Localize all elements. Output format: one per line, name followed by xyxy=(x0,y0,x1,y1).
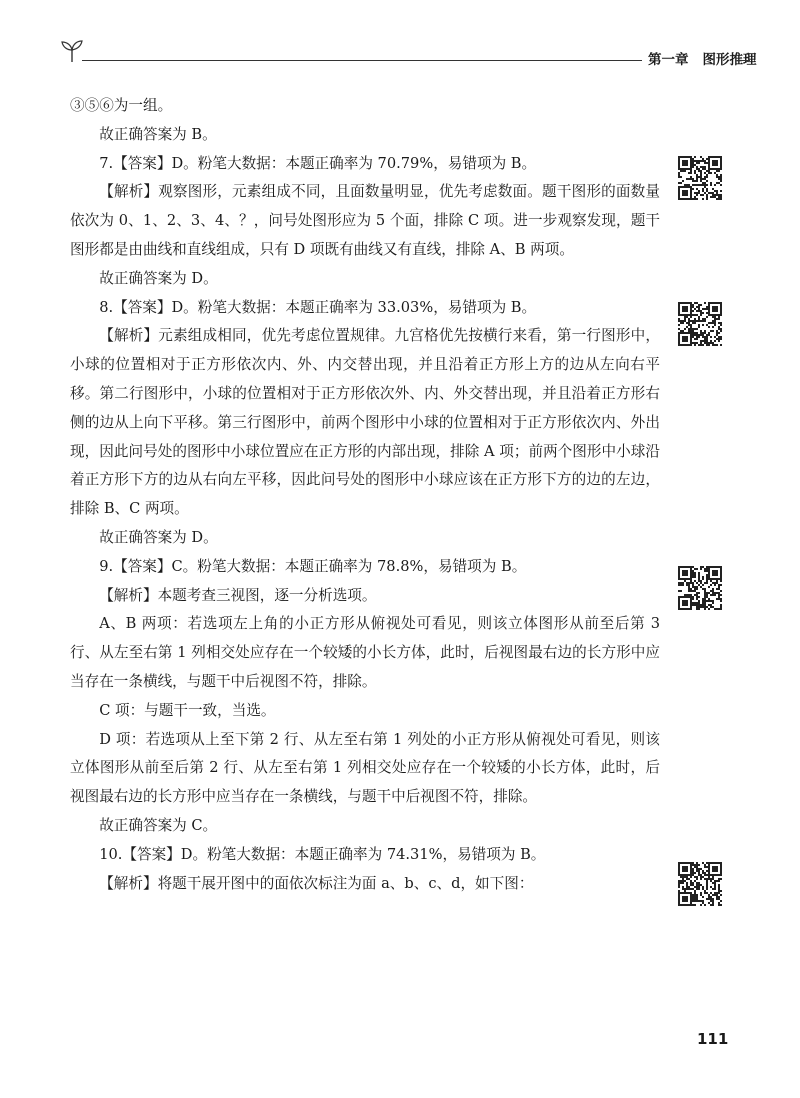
answer-8: 8.【答案】D。粉笔大数据：本题正确率为 33.03%，易错项为 B。 xyxy=(99,298,537,316)
paragraph: 故正确答案为 C。 xyxy=(99,816,218,834)
analysis-7: 【解析】观察图形，元素组成不同，且面数量明显，优先考虑数面。题干图形的面数量依次为 0、1、2、3、4、？，问号处图形应为 5 个面，排除 C 项。进一步观察发现，题干图形都是由曲线和直线组成，只有 D 项既有曲线又有直线，排除 A、B 两项。 xyxy=(70,183,660,258)
qr-code-icon[interactable] xyxy=(678,156,722,200)
analysis-9-ab: A、B 两项：若选项左上角的小正方形从俯视处可看见，则该立体图形从前至后第 3 行、从左至右第 1 列相交处应存在一个较矮的小长方体，此时，后视图最右边的长方形中应当存在一条横线，与题干中后视图不符，排除。 xyxy=(70,615,660,690)
paragraph: 故正确答案为 B。 xyxy=(99,125,217,143)
answer-10: 10.【答案】D。粉笔大数据：本题正确率为 74.31%，易错项为 B。 xyxy=(99,845,546,863)
page-number: 111 xyxy=(697,1030,729,1048)
chapter-number: 第一章 xyxy=(648,52,689,68)
paragraph: 故正确答案为 D。 xyxy=(99,269,218,287)
sprout-icon xyxy=(60,38,84,64)
chapter-title: 图形推理 xyxy=(702,52,757,68)
answer-9: 9.【答案】C。粉笔大数据：本题正确率为 78.8%，易错项为 B。 xyxy=(99,557,527,575)
paragraph: ③⑤⑥为一组。 xyxy=(70,97,173,114)
qr-code-icon[interactable] xyxy=(678,862,722,906)
chapter-heading xyxy=(648,48,757,68)
qr-code-icon[interactable] xyxy=(678,302,722,346)
qr-code-icon[interactable] xyxy=(678,566,722,610)
header-rule-end xyxy=(737,60,750,61)
header-rule xyxy=(82,60,642,61)
paragraph: 故正确答案为 D。 xyxy=(99,528,218,546)
analysis-9: 【解析】本题考查三视图，逐一分析选项。 xyxy=(99,586,377,604)
answer-7: 7.【答案】D。粉笔大数据：本题正确率为 70.79%，易错项为 B。 xyxy=(99,154,537,172)
page-header xyxy=(60,38,757,68)
analysis-9-c: C 项：与题干一致，当选。 xyxy=(99,701,276,719)
analysis-8: 【解析】元素组成相同，优先考虑位置规律。九宫格优先按横行来看，第一行图形中，小球的位置相对于正方形依次内、外、内交替出现，并且沿着正方形上方的边从左向右平移。第二行图形中，小球的位置相对于正方形依次外、内、外交替出现，并且沿着正方形右侧的边从上向下平移。第三行图形中，前两个图形中小球的位置相对于正方形依次内、外出现，因此问号处的图形中小球位置应在正方形的内部出现，排除 A 项；前两个图形中小球沿着正方形下方的边从右向左平移，因此问号处的图形中小球应该在正方形下方的边的左边，排除 B、C 两项。 xyxy=(70,327,660,518)
analysis-10: 【解析】将题干展开图中的面依次标注为面 a、b、c、d，如下图： xyxy=(99,874,534,892)
analysis-9-d: D 项：若选项从上至下第 2 行、从左至右第 1 列处的小正方形从俯视处可看见，则该立体图形从前至后第 2 行、从左至右第 1 列相交处应存在一个较矮的小长方体，此时，后视图最右边的长方形中应当存在一条横线，与题干中后视图不符，排除。 xyxy=(70,730,660,806)
answer-text xyxy=(70,92,660,898)
